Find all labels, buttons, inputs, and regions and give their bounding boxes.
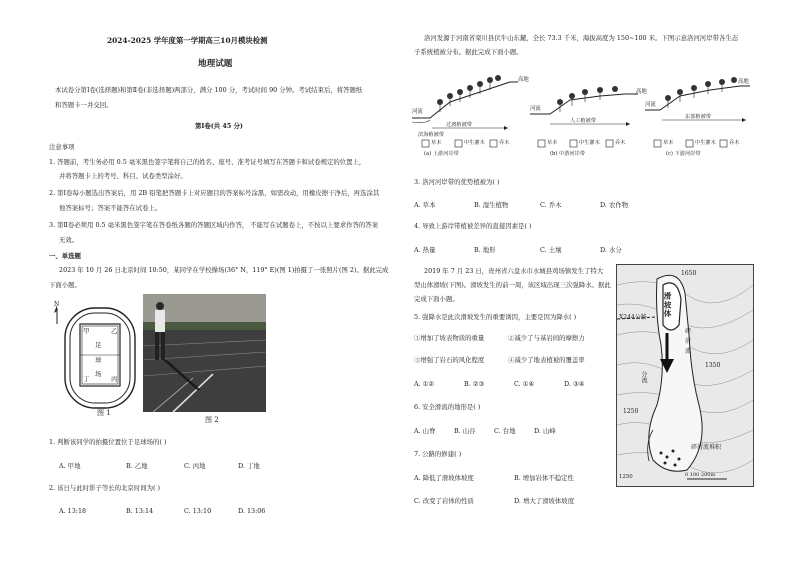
section-1: 一、单选题 — [49, 252, 81, 260]
legend-grass-c: 草本 — [663, 140, 674, 146]
map-contour-1250: 1250 — [623, 408, 639, 415]
q2-option-b[interactable]: B. 13:14 — [126, 507, 154, 515]
fig1-caption: 图 1 — [97, 409, 111, 417]
artificial-label: 人工植被带 — [570, 118, 596, 124]
river-label-b: 河流 — [530, 106, 541, 112]
map-branch-label: 分流 — [640, 371, 647, 383]
q1-option-d[interactable]: D. 丁地 — [238, 462, 260, 470]
q4-stem: 4. 导致上游岸带植被差异的直接因素是( ) — [414, 222, 532, 230]
label-chang: 场 — [95, 370, 102, 378]
q4-option-d[interactable]: D. 水分 — [600, 246, 622, 254]
map-contour-1650: 1650 — [681, 270, 697, 277]
q3-stem: 3. 洛河河岸带的优势植被为( ) — [414, 178, 500, 186]
caption-b: (b) 中游河岸带 — [550, 151, 585, 157]
map-deposit-label: 碎屑流堆积 — [691, 444, 722, 451]
passage2-a: 洛河发源于河南省栾川县伏牛山东麓，全长 73.3 千米，海拔高度为 150~100 米。下图示意洛河河岸带各生态 — [424, 34, 739, 42]
landslide-map — [616, 264, 754, 487]
label-ding: 丁 — [83, 375, 90, 383]
label-zu: 足 — [95, 341, 102, 349]
intro-line-2: 和答题卡一并交回。 — [55, 101, 113, 109]
q3-option-a[interactable]: A. 草本 — [414, 201, 436, 209]
q3-option-b[interactable]: B. 湿生植物 — [474, 201, 509, 209]
left-column — [45, 0, 400, 561]
eco-belt-label: 东部植被带 — [685, 114, 711, 120]
passage3-line-1: 2019 年 7 月 23 日，贵州省六盘水市水城县鸡场镇发生了特大 — [424, 267, 604, 275]
note-2a: 2. 第Ⅰ卷每小题选出答案后，用 2B 铅笔把答题卡上对应题目的答案标号涂黑，如需改动，用橡皮擦干净后，再选涂其 — [49, 189, 380, 197]
passage2-b: 子系统植被分布。据此完成下面小题。 — [414, 48, 523, 56]
q1-option-c[interactable]: C. 丙地 — [184, 462, 206, 470]
note-1b: 并将答题卡上的考号、科目、试卷类型涂好。 — [59, 172, 187, 180]
exam-title: 2024-2025 学年度第一学期高三10月模块检测 — [107, 36, 268, 45]
passage1-b: 下面小题。 — [49, 281, 81, 289]
q1-option-a[interactable]: A. 甲地 — [59, 462, 81, 470]
q6-stem: 6. 安全滑流的地形是( ) — [414, 403, 481, 411]
map-drawing — [617, 265, 753, 486]
q5-stem: 5. 强降水是此次滑坡发生的重要诱因，主要是因为降水( ) — [414, 313, 577, 321]
q5-item-3: ③增强了岩石的风化程度 — [414, 356, 485, 364]
q5-item-2: ②减少了与基岩间的摩擦力 — [508, 334, 585, 342]
map-slide-label: 滑坡体 — [663, 292, 672, 318]
legend-shrub-c: 中生灌木 — [695, 140, 716, 146]
intro-line-1: 本试卷分第Ⅰ卷(选择题)和第Ⅱ卷(非选择题)两部分，满分 100 分，考试时间 90 分钟。考试结束后，将答题纸 — [55, 86, 363, 94]
map-flow-2: 屑 — [685, 338, 692, 345]
part1-title: 第Ⅰ卷(共 45 分) — [195, 122, 243, 130]
passage1-a: 2023 年 10 月 26 日北京时间 10:50，某同学在学校操场(36° N，119° E)(图 1)拍摄了一张照片(图 2)。据此完成 — [59, 266, 389, 274]
q2-option-a[interactable]: A. 13:18 — [59, 507, 87, 515]
q3-option-c[interactable]: C. 乔木 — [540, 201, 562, 209]
note-3b: 无效。 — [59, 236, 79, 244]
q7-option-d[interactable]: D. 增大了滑坡体坡度 — [514, 497, 575, 505]
legend-tree-c: 乔木 — [729, 140, 740, 146]
q7-option-c[interactable]: C. 改变了岩体的性质 — [414, 497, 474, 505]
note-2b: 他答案标号；答案不能答在试卷上。 — [59, 204, 162, 212]
q5-option-a[interactable]: A. ①② — [414, 380, 435, 388]
legend-grass-b: 草本 — [547, 140, 558, 146]
legend-shrub-b: 中生灌木 — [579, 140, 600, 146]
caption-a: (a) 上游河岸带 — [424, 151, 459, 157]
q1-option-b[interactable]: B. 乙地 — [126, 462, 148, 470]
q1-stem: 1. 判断该同学的拍摄位置位于足球场的( ) — [49, 438, 167, 446]
note-1a: 1. 答题前，考生务必用 0.5 毫米黑色签字笔将自己的姓名、座号、准考证号填写在答题卡和试卷规定的位置上， — [49, 158, 366, 166]
map-flow-3: 流 — [685, 348, 692, 355]
wetland-label: 滨海植被带 — [418, 132, 444, 138]
highland-label-a: 高地 — [518, 77, 529, 83]
q5-item-4: ④减少了地表植被的覆盖率 — [508, 356, 585, 364]
label-bing: 丙 — [111, 375, 118, 383]
highland-label-c: 高地 — [738, 79, 749, 85]
field-drawing — [45, 296, 140, 421]
photo-figure-2 — [143, 294, 266, 412]
notes-title: 注意事项 — [49, 143, 75, 151]
map-flow-1: 碎 — [685, 328, 692, 335]
legend-tree-b: 乔木 — [615, 140, 626, 146]
q2-option-c[interactable]: C. 13:10 — [184, 507, 212, 515]
note-3a: 3. 第Ⅱ卷必须用 0.5 毫米黑色签字笔在答卷纸各题的答题区域内作答， 不能写在试题卷上，不按以上要求作答的答案 — [49, 221, 379, 229]
caption-c: (c) 下游河岸带 — [666, 151, 701, 157]
river-label-a: 河流 — [412, 109, 423, 115]
map-road-label: X244公路 — [619, 314, 647, 321]
river-label-c: 河流 — [645, 102, 656, 108]
map-contour-1250b: 1250 — [619, 474, 633, 480]
q5-option-b[interactable]: B. ②③ — [464, 380, 485, 388]
q5-option-c[interactable]: C. ①④ — [514, 380, 535, 388]
legend-tree-a: 乔木 — [499, 140, 510, 146]
passage3-line-2: 型山体滑坡(下图)。滑坡发生的前一周，该区域出现三次强降水。据此 — [414, 281, 611, 289]
fig2-caption: 图 2 — [205, 416, 219, 424]
label-yi: 乙 — [111, 327, 118, 335]
q3-option-d[interactable]: D. 农作物 — [600, 201, 629, 209]
label-jia: 甲 — [83, 327, 90, 335]
q2-option-d[interactable]: D. 13:06 — [238, 507, 266, 515]
legend-shrub-a: 中生灌木 — [464, 140, 485, 146]
q4-option-c[interactable]: C. 土壤 — [540, 246, 562, 254]
map-scale: 0 100 200m — [685, 472, 716, 478]
q5-item-1: ①增加了坡表物质的重量 — [414, 334, 485, 342]
legend-grass-a: 草本 — [431, 140, 442, 146]
subject-title: 地理试题 — [198, 59, 233, 69]
map-contour-1350: 1350 — [705, 362, 721, 369]
riparian-figure — [410, 62, 755, 162]
figure-1 — [45, 296, 140, 421]
q4-option-a[interactable]: A. 热量 — [414, 246, 436, 254]
q5-option-d[interactable]: D. ③④ — [564, 380, 585, 388]
north-label: N — [54, 301, 60, 308]
q6-option-a[interactable]: A. 山脊 — [414, 427, 436, 435]
q4-option-b[interactable]: B. 地形 — [474, 246, 496, 254]
transition-label: 过渡植被带 — [446, 122, 472, 128]
q6-option-d[interactable]: D. 山峰 — [534, 427, 556, 435]
q7-option-b[interactable]: B. 增加岩体不稳定性 — [514, 474, 574, 482]
q6-option-c[interactable]: C. 台地 — [494, 427, 516, 435]
label-qiu: 球 — [95, 356, 102, 364]
q6-option-b[interactable]: B. 山谷 — [454, 427, 476, 435]
q7-stem: 7. 公路的修建( ) — [414, 450, 462, 458]
highland-label-b: 高地 — [636, 89, 647, 95]
passage3-line-3: 完成下面小题。 — [414, 295, 459, 303]
q7-option-a[interactable]: A. 降低了滑坡体坡度 — [414, 474, 474, 482]
q2-stem: 2. 该日与此时影子等长的北京时间为( ) — [49, 484, 161, 492]
